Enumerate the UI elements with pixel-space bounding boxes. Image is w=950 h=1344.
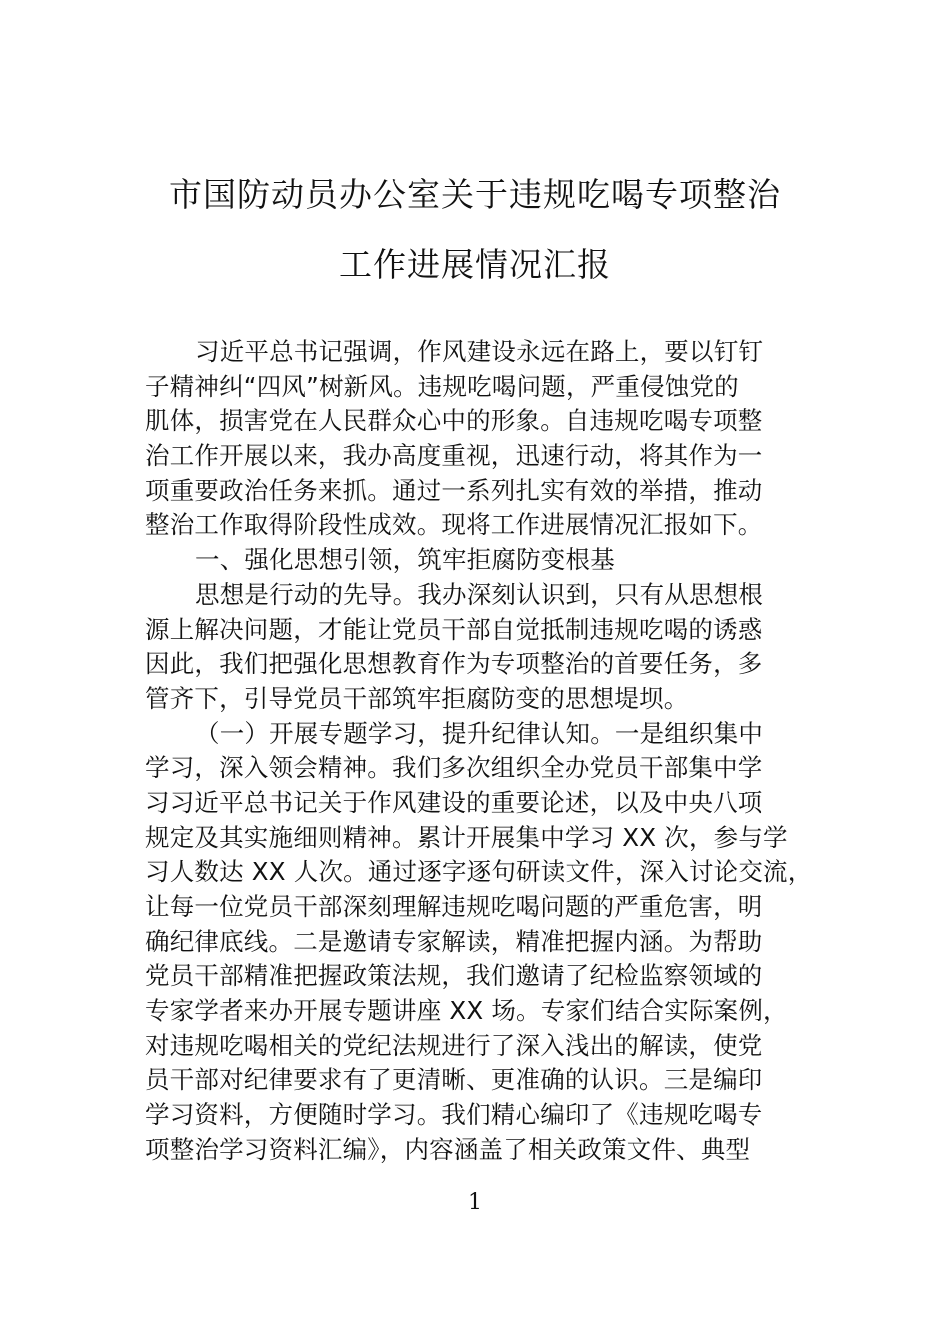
body-line: 学习资料，方便随时学习。我们精心编印了《违规吃喝专 [145, 1100, 763, 1130]
body-line: 确纪律底线。二是邀请专家解读，精准把握内涵。为帮助 [145, 926, 763, 956]
body-line: 习习近平总书记关于作风建设的重要论述，以及中央八项 [145, 787, 763, 817]
body-line: 肌体，损害党在人民群众心中的形象。自违规吃喝专项整 [145, 406, 763, 436]
section-heading: 一、强化思想引领，筑牢拒腐防变根基 [195, 545, 615, 575]
body-line: 习近平总书记强调，作风建设永远在路上，要以钉钉 [195, 337, 764, 366]
document-title-line-1: 市国防动员办公室关于违规吃喝专项整治 [169, 175, 781, 214]
body-line: 员干部对纪律要求有了更清晰、更准确的认识。三是编印 [145, 1065, 763, 1095]
subsection-heading: （一）开展专题学习，提升纪律认知。一是组织集中 [195, 718, 764, 748]
body-line: 学习，深入领会精神。我们多次组织全办党员干部集中学 [145, 753, 763, 783]
body-line: 因此，我们把强化思想教育作为专项整治的首要任务，多 [145, 649, 763, 679]
body-line: 管齐下，引导党员干部筑牢拒腐防变的思想堤坝。 [145, 683, 689, 713]
body-line: 专家学者来办开展专题讲座 XX 场。专家们结合实际案例， [145, 996, 788, 1026]
body-line: 治工作开展以来，我办高度重视，迅速行动，将其作为一 [145, 441, 763, 471]
body-line: 整治工作取得阶段性成效。现将工作进展情况汇报如下。 [145, 510, 763, 540]
body-line: 思想是行动的先导。我办深刻认识到，只有从思想根 [195, 579, 764, 609]
body-line: 子精神纠“四风”树新风。违规吃喝问题，严重侵蚀党的 [145, 371, 739, 401]
page-number: 1 [468, 1190, 482, 1215]
document-title-line-2: 工作进展情况汇报 [339, 245, 611, 284]
body-line: 对违规吃喝相关的党纪法规进行了深入浅出的解读，使党 [145, 1030, 763, 1060]
body-line: 习人数达 XX 人次。通过逐字逐句研读文件，深入讨论交流， [145, 857, 813, 887]
body-line: 党员干部精准把握政策法规，我们邀请了纪检监察领域的 [145, 961, 763, 991]
body-line: 项整治学习资料汇编》，内容涵盖了相关政策文件、典型 [145, 1134, 751, 1164]
body-line: 源上解决问题，才能让党员干部自觉抵制违规吃喝的诱惑 [145, 614, 763, 644]
body-line: 让每一位党员干部深刻理解违规吃喝问题的严重危害，明 [145, 892, 763, 921]
body-line: 规定及其实施细则精神。累计开展集中学习 XX 次，参与学 [145, 822, 788, 852]
body-line: 项重要政治任务来抓。通过一系列扎实有效的举措，推动 [145, 475, 763, 505]
document-body [145, 335, 825, 1168]
